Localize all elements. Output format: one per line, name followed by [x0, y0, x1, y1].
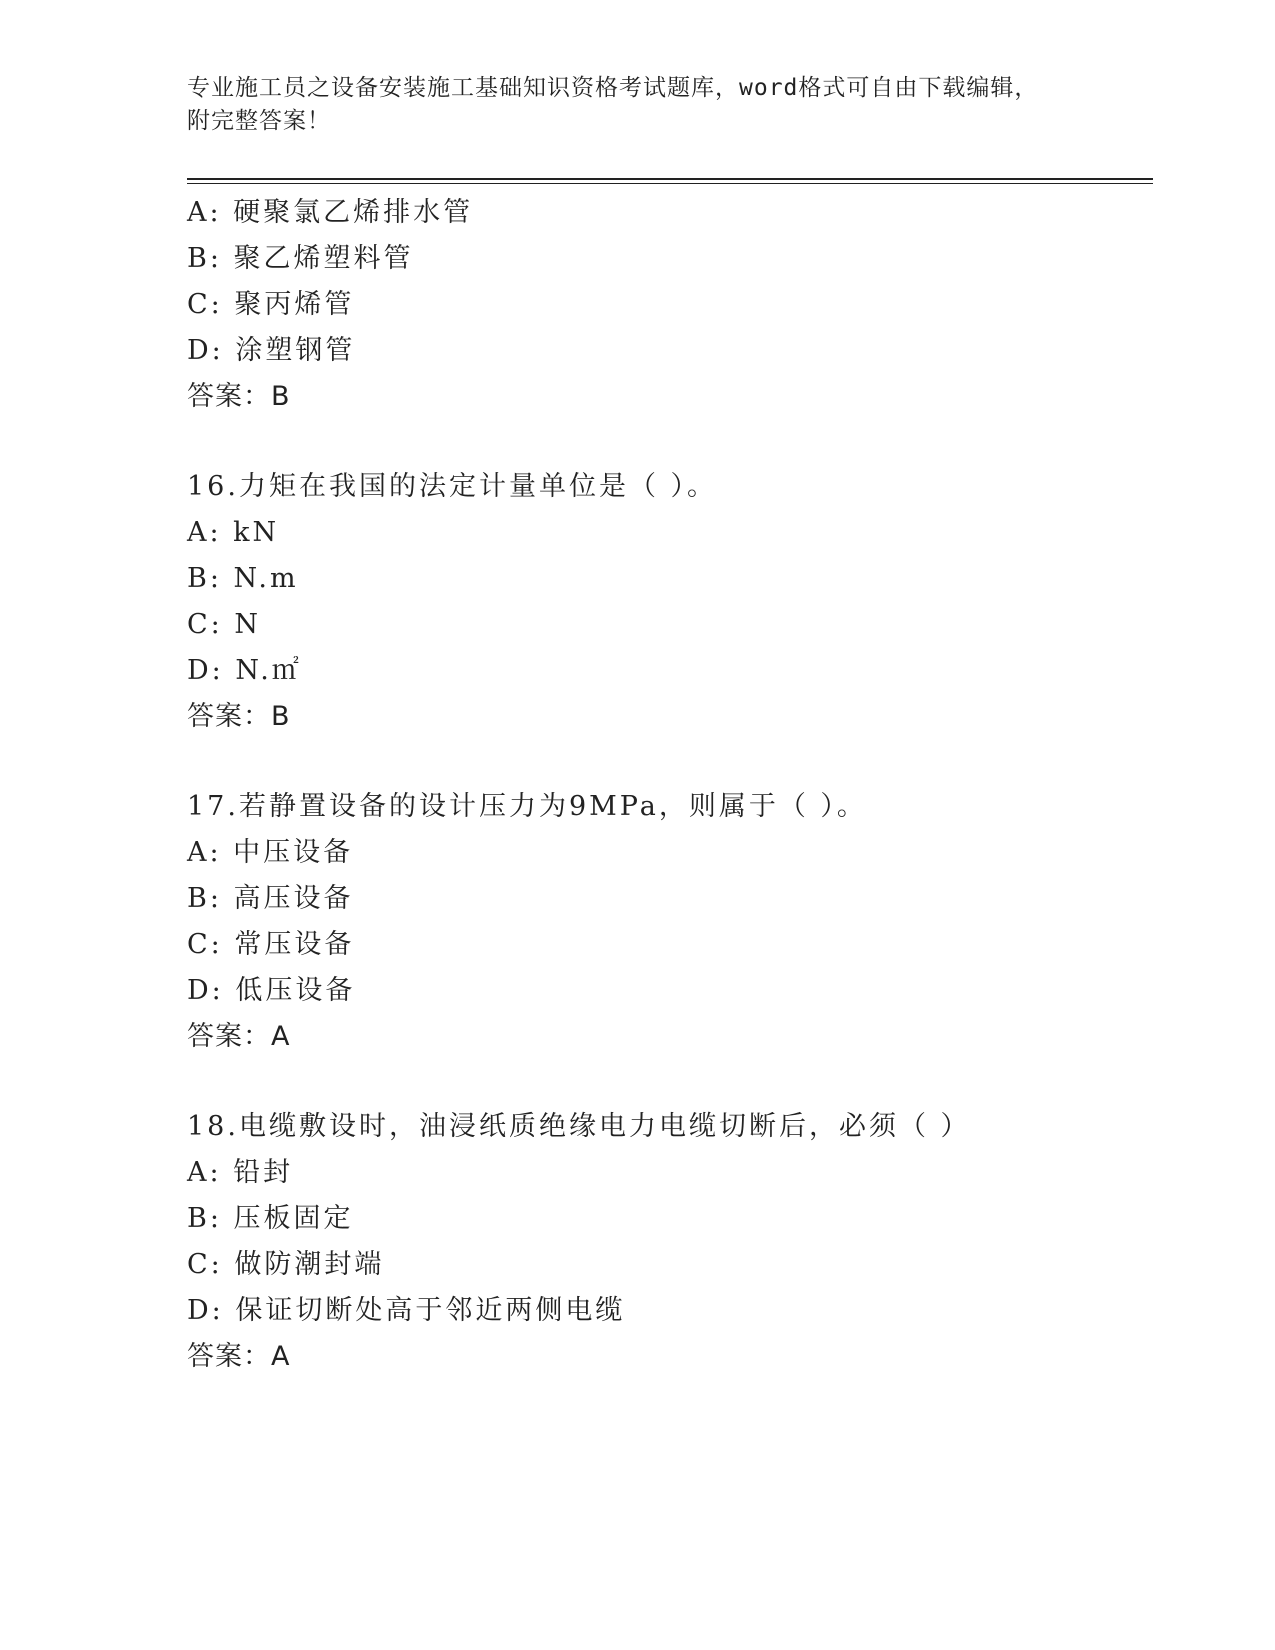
header-divider-thin: [187, 183, 1153, 184]
answer-line: 答案：A: [187, 1341, 291, 1372]
header-divider-thick: [187, 178, 1153, 180]
option-c: C: 聚丙烯管: [187, 289, 355, 320]
option-d: D: 保证切断处高于邻近两侧电缆: [187, 1295, 626, 1326]
question-block-15: [187, 190, 1147, 420]
document-header: [187, 72, 1087, 138]
option-b: B: 聚乙烯塑料管: [187, 243, 414, 274]
question-text: 17.若静置设备的设计压力为9MPa，则属于（ ）。: [187, 791, 867, 822]
option-a: A: 铅封: [187, 1157, 294, 1188]
answer-line: 答案：A: [187, 1021, 291, 1052]
question-block-16: [187, 464, 1147, 740]
question-text: 16.力矩在我国的法定计量单位是（ ）。: [187, 471, 718, 502]
question-list: [187, 190, 1147, 1380]
answer-line: 答案：B: [187, 381, 291, 412]
question-block-17: [187, 784, 1147, 1060]
option-b: B: N.m: [187, 563, 299, 594]
header-line-2: 附完整答案！: [187, 108, 331, 134]
option-d: D: N.㎡: [187, 655, 302, 686]
option-d: D: 低压设备: [187, 975, 356, 1006]
option-d: D: 涂塑钢管: [187, 335, 356, 366]
option-c: C: 做防潮封端: [187, 1249, 385, 1280]
option-b: B: 压板固定: [187, 1203, 354, 1234]
option-c: C: N: [187, 609, 261, 640]
option-b: B: 高压设备: [187, 883, 354, 914]
option-c: C: 常压设备: [187, 929, 355, 960]
option-a: A: kN: [187, 517, 280, 548]
question-block-18: [187, 1104, 1147, 1380]
option-a: A: 硬聚氯乙烯排水管: [187, 197, 474, 228]
question-text: 18.电缆敷设时，油浸纸质绝缘电力电缆切断后，必须（ ）: [187, 1111, 971, 1142]
answer-line: 答案：B: [187, 701, 291, 732]
header-line-1: 专业施工员之设备安装施工基础知识资格考试题库，word格式可自由下载编辑，: [187, 75, 1039, 101]
option-a: A: 中压设备: [187, 837, 354, 868]
